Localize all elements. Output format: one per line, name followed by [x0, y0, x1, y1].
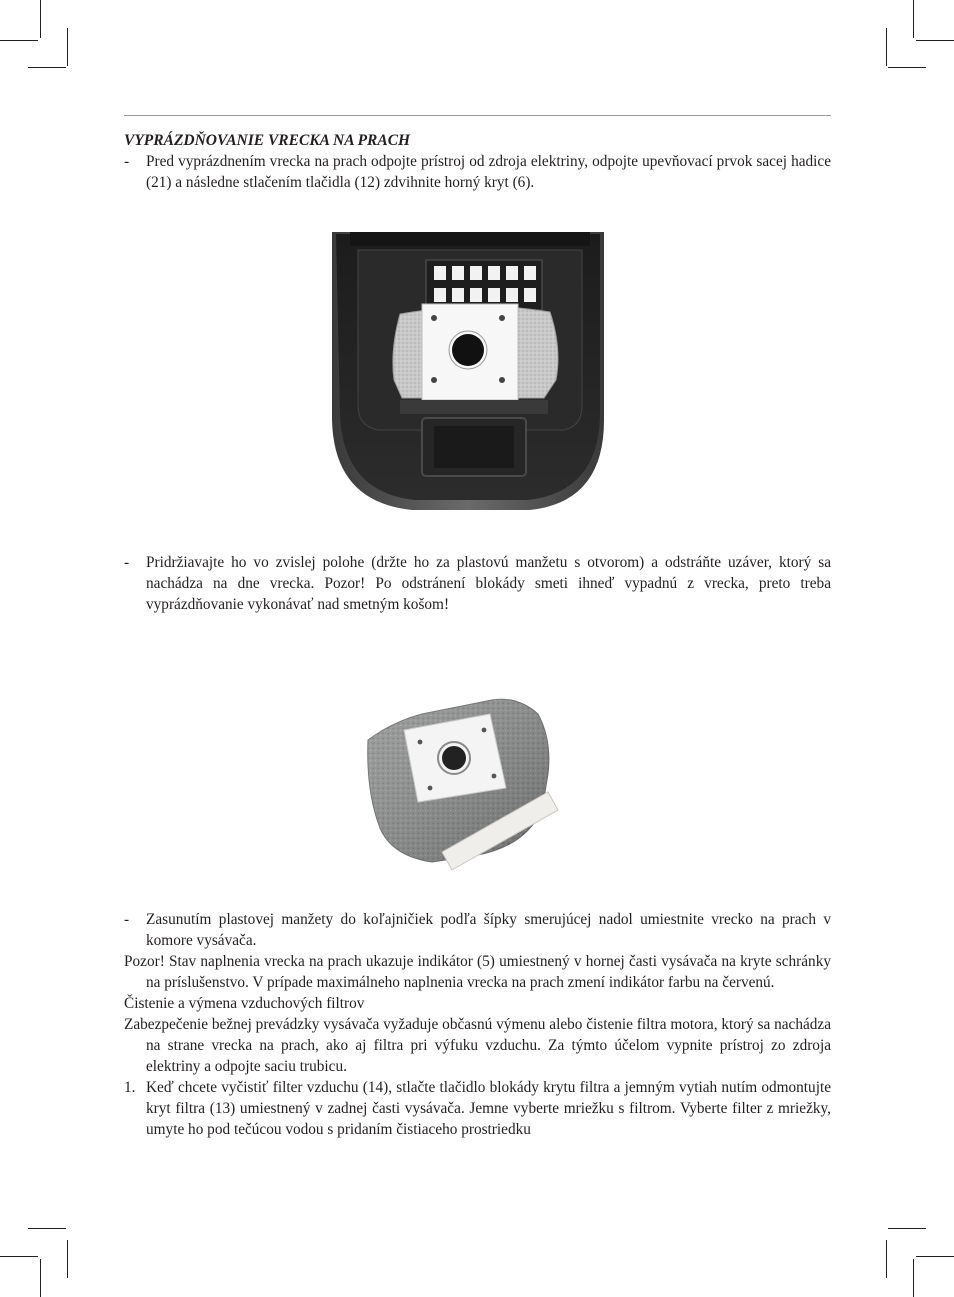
crop-mark — [886, 28, 887, 66]
bullet-item-1 — [124, 151, 831, 193]
crop-mark — [916, 1256, 954, 1257]
crop-mark — [40, 1259, 41, 1297]
bullet-text: Pred vyprázdnením vrecka na prach odpojte prístroj od zdroja elektriny, odpojte upevňovací prvok sacej hadice (21) a následne stlačením tlačidla (12) zdvihnite horný kryt (6). — [146, 153, 831, 191]
section-intro — [124, 130, 831, 193]
bullet-item-2-wrap — [124, 552, 831, 615]
filters-intro-paragraph: Zabezpečenie bežnej prevádzky vysávača vyžaduje občasnú výmenu alebo čistenie filtra motora, ktorý sa nachádza na strane vrecka na prach, ako aj filtra pri výfuku vzduchu. Za týmto účelom vypnite prístroj zo zdroja elektriny a odpojte saciu trubicu. — [124, 1016, 831, 1075]
filters-title: Čistenie a výmena vzduchových filtrov — [124, 995, 365, 1012]
crop-mark — [67, 28, 68, 66]
bullet-mark: - — [124, 554, 130, 571]
numbered-text: Keď chcete vyčistiť filter vzduchu (14), stlačte tlačidlo blokády krytu filtra a jemným vytiah nutím odmontujte kryt filtra (13) umiestnený v zadnej časti vysávača. Jemne vyberte mriežku s filtrom. Vyberte filter z mriežky, umyte ho pod tečúcou vodou s pridaním čistiaceho prostriedku — [146, 1079, 831, 1138]
crop-mark — [886, 1240, 887, 1278]
bullet-text: Zasunutím plastovej manžety do koľajničiek podľa šípky smerujúcej nadol umiestnite vrecko na prach v komore vysávača. — [146, 911, 831, 949]
numbered-item-1 — [124, 1077, 831, 1140]
vacuum-bag-compartment-figure — [330, 230, 612, 520]
bullet-item-2 — [124, 552, 831, 615]
numbered-mark: 1. — [124, 1079, 136, 1096]
crop-mark — [913, 1259, 914, 1297]
crop-mark — [28, 67, 66, 68]
dust-bag-figure — [362, 692, 560, 872]
crop-mark — [0, 40, 38, 41]
bullet-mark: - — [124, 911, 130, 928]
crop-mark — [913, 0, 914, 38]
crop-mark — [0, 1256, 38, 1257]
crop-mark — [888, 1228, 926, 1229]
crop-mark — [28, 1228, 66, 1229]
warning-paragraph: Pozor! Stav naplnenia vrecka na prach ukazuje indikátor (5) umiestnený v hornej časti vysávača na kryte schránky na príslušenstvo. V prípade maximálneho naplnenia vrecka na prach zmení indikátor farbu na červenú. — [124, 953, 831, 991]
section-heading: VYPRÁZDŇOVANIE VRECKA NA PRACH — [124, 132, 411, 149]
crop-mark — [67, 1240, 68, 1278]
crop-mark — [40, 0, 41, 38]
header-rule — [124, 115, 831, 116]
section-continued — [124, 909, 831, 1140]
bullet-mark: - — [124, 153, 130, 170]
crop-mark — [916, 40, 954, 41]
crop-mark — [888, 67, 926, 68]
bullet-text: Pridržiavajte ho vo zvislej polohe (držte ho za plastovú manžetu s otvorom) a odstráňte uzáver, ktorý sa nachádza na dne vrecka. Pozor! Po odstránení blokády smeti ihneď vypadnú z vrecka, preto treba vyprázdňovanie vykonávať nad smetným košom! — [146, 554, 831, 613]
bullet-item-3 — [124, 909, 831, 951]
